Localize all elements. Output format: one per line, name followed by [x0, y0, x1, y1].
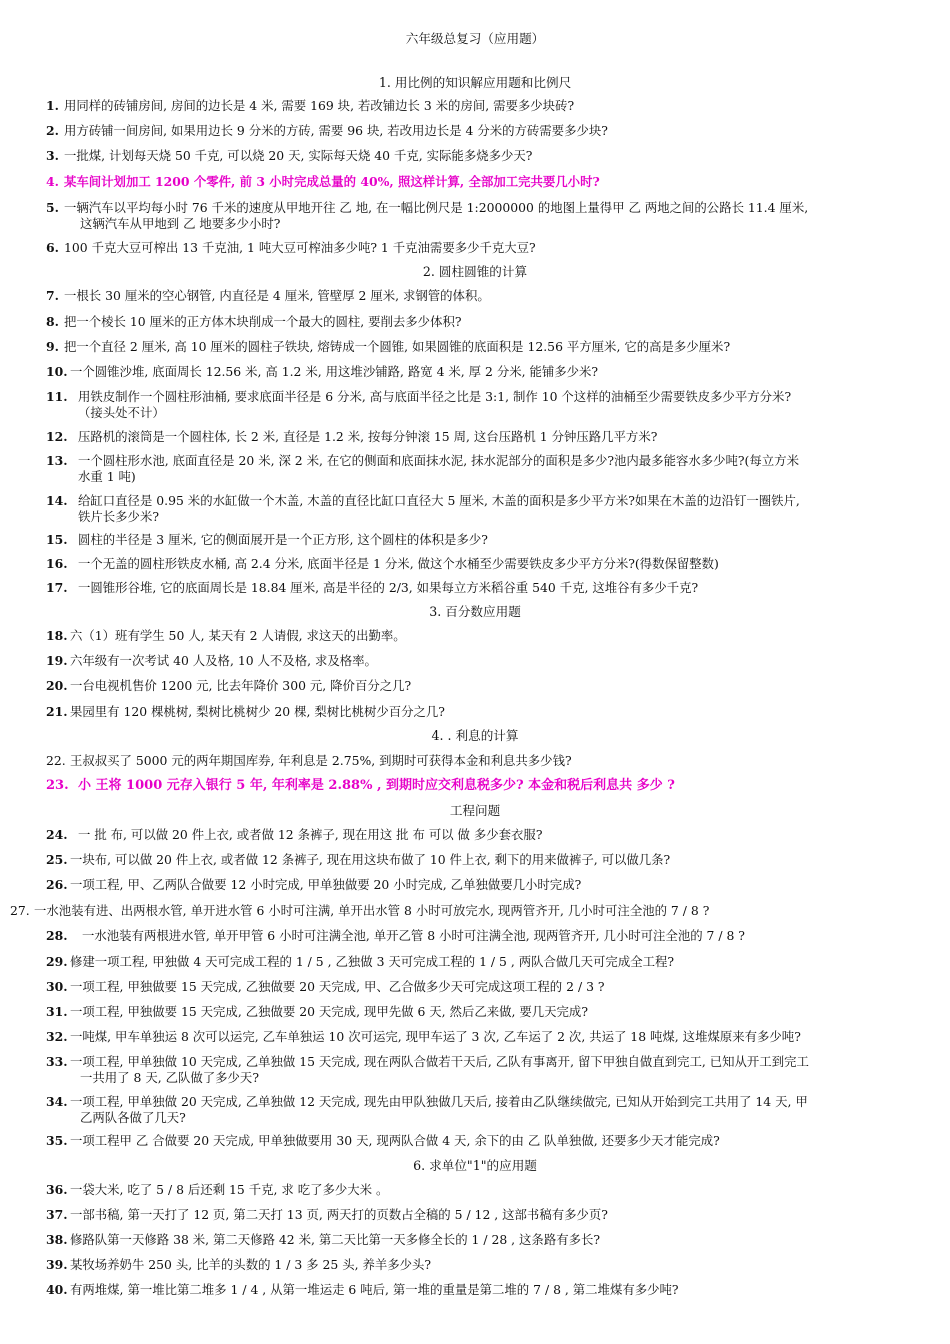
question-text-continued: 铁片长多少米? — [78, 509, 159, 524]
question-number: 31. — [46, 1004, 68, 1019]
question-text: 一袋大米, 吃了 5 / 8 后还剩 15 千克, 求 吃了多少大米 。 — [70, 1182, 389, 1197]
section-heading-engineering: 工程问题 — [449, 803, 501, 818]
question-text: 一台电视机售价 1200 元, 比去年降价 300 元, 降价百分之几? — [70, 678, 412, 693]
question-text: 一块布, 可以做 20 件上衣, 或者做 12 条裤子, 现在用这块布做了 10 件上衣, 剩下的用来做裤子, 可以做几条? — [70, 852, 671, 867]
question-text: 一吨煤, 甲车单独运 8 次可以运完, 乙车单独运 10 次可运完, 现甲车运了 3 次, 乙车运了 2 次, 共运了 18 吨煤, 这堆煤原来有多少吨? — [70, 1029, 801, 1044]
question-text: 100 千克大豆可榨出 13 千克油, 1 吨大豆可榨油多少吨? 1 千克油需要多少千克大豆? — [64, 240, 536, 255]
question-text: 一个圆锥沙堆, 底面周长 12.56 米, 高 1.2 米, 用这堆沙铺路, 路宽 4 米, 厚 2 分米, 能铺多少米? — [70, 364, 599, 379]
question-text: 一个无盖的圆柱形铁皮水桶, 高 2.4 分米, 底面半径是 1 分米, 做这个水桶至少需要铁皮多少平方分米?(得数保留整数) — [78, 556, 719, 571]
question-number: 32. — [46, 1029, 68, 1044]
question-text: 一批煤, 计划每天烧 50 千克, 可以烧 20 天, 实际每天烧 40 千克, 实际能多烧多少天? — [64, 148, 533, 163]
question-number: 33. — [46, 1054, 68, 1069]
question-number: 6. — [46, 240, 59, 255]
question-number: 7. — [46, 288, 59, 303]
question-text: 用铁皮制作一个圆柱形油桶, 要求底面半径是 6 分米, 高与底面半径之比是 3:1, 制作 10 个这样的油桶至少需要铁皮多少平方分米? — [78, 389, 792, 404]
question-number: 35. — [46, 1133, 68, 1148]
question-number: 37. — [46, 1207, 68, 1222]
question-text-continued: （接头处不计） — [78, 405, 165, 420]
question-text: 给缸口直径是 0.95 米的水缸做一个木盖, 木盖的直径比缸口直径大 5 厘米, 木盖的面积是多少平方米?如果在木盖的边沿钉一圈铁片, — [78, 493, 800, 508]
question-text-continued: 水重 1 吨) — [78, 469, 136, 484]
question-number: 14. — [46, 493, 68, 508]
question-number: 25. — [46, 852, 68, 867]
question-text: 王叔叔买了 5000 元的两年期国库券, 年利息是 2.75%, 到期时可获得本金和利息共多少钱? — [70, 753, 572, 768]
question-number: 1. — [46, 98, 59, 113]
question-number: 4. — [46, 174, 59, 189]
question-number: 23. — [46, 778, 69, 793]
question-text: 小 王将 1000 元存入银行 5 年, 年利率是 2.88% , 到期时应交利息税多少? 本金和税后利息共 多少 ? — [78, 778, 675, 793]
question-number: 26. — [46, 877, 68, 892]
question-number: 3. — [46, 148, 59, 163]
question-number: 10. — [46, 364, 68, 379]
question-text: 一项工程, 甲独做要 15 天完成, 乙独做要 20 天完成, 现甲先做 6 天, 然后乙来做, 要几天完成? — [70, 1004, 588, 1019]
question-text: 果园里有 120 棵桃树, 梨树比桃树少 20 棵, 梨树比桃树少百分之几? — [70, 704, 445, 719]
question-number: 17. — [46, 580, 68, 595]
question-text: 一根长 30 厘米的空心钢管, 内直径是 4 厘米, 管壁厚 2 厘米, 求钢管的体积。 — [64, 288, 490, 303]
question-text: 六（1）班有学生 50 人, 某天有 2 人请假, 求这天的出勤率。 — [70, 628, 406, 643]
question-number: 22. — [46, 753, 66, 768]
question-text: 一个圆柱形水池, 底面直径是 20 米, 深 2 米, 在它的侧面和底面抹水泥, 抹水泥部分的面积是多少?池内最多能容水多少吨?(每立方米 — [78, 453, 799, 468]
question-text-continued: 乙两队各做了几天? — [80, 1110, 186, 1125]
question-number: 36. — [46, 1182, 68, 1197]
question-text: 一部书稿, 第一天打了 12 页, 第二天打 13 页, 两天打的页数占全稿的 5 / 12 , 这部书稿有多少页? — [70, 1207, 608, 1222]
question-text: 一项工程, 甲单独做 20 天完成, 乙单独做 12 天完成, 现先由甲队独做几天后, 接着由乙队继续做完, 已知从开始到完工共用了 14 天, 甲 — [70, 1094, 808, 1109]
question-number: 13. — [46, 453, 68, 468]
question-text: 修建一项工程, 甲独做 4 天可完成工程的 1 / 5 , 乙独做 3 天可完成工程的 1 / 5 , 两队合做几天可完成全工程? — [70, 954, 675, 969]
section-heading-interest: 4. . 利息的计算 — [431, 728, 519, 743]
page-title: 六年级总复习（应用题） — [405, 31, 545, 46]
question-text: 圆柱的半径是 3 厘米, 它的侧面展开是一个正方形, 这个圆柱的体积是多少? — [78, 532, 488, 547]
question-number: 20. — [46, 678, 68, 693]
question-text-continued: 这辆汽车从甲地到 乙 地要多少小时? — [80, 216, 281, 231]
question-text: 一水池装有进、出两根水管, 单开进水管 6 小时可注满, 单开出水管 8 小时可放完水, 现两管齐开, 几小时可注全池的 7 / 8 ? — [34, 903, 710, 918]
question-number: 38. — [46, 1232, 68, 1247]
question-number: 21. — [46, 704, 68, 719]
question-number: 39. — [46, 1257, 68, 1272]
question-number: 12. — [46, 429, 68, 444]
question-number: 18. — [46, 628, 68, 643]
question-number: 30. — [46, 979, 68, 994]
question-text: 把一个直径 2 厘米, 高 10 厘米的圆柱子铁块, 熔铸成一个圆锥, 如果圆锥的底面积是 12.56 平方厘米, 它的高是多少厘米? — [64, 339, 731, 354]
question-text: 修路队第一天修路 38 米, 第二天修路 42 米, 第二天比第一天多修全长的 1 / 28 , 这条路有多长? — [70, 1232, 601, 1247]
question-text: 压路机的滚筒是一个圆柱体, 长 2 米, 直径是 1.2 米, 按每分钟滚 15 周, 这台压路机 1 分钟压路几平方米? — [78, 429, 658, 444]
question-text: 一项工程, 甲、乙两队合做要 12 小时完成, 甲单独做要 20 小时完成, 乙单独做要几小时完成? — [70, 877, 582, 892]
question-text: 一项工程, 甲单独做 10 天完成, 乙单独做 15 天完成, 现在两队合做若干天后, 乙队有事离开, 留下甲独自做直到完工, 已知从开工到完工 — [70, 1054, 809, 1069]
question-text: 用方砖铺一间房间, 如果用边长 9 分米的方砖, 需要 96 块, 若改用边长是 4 分米的方砖需要多少块? — [64, 123, 608, 138]
question-number: 5. — [46, 200, 59, 215]
question-text: 某车间计划加工 1200 个零件, 前 3 小时完成总量的 40%, 照这样计算, 全部加工完共要几小时? — [64, 174, 600, 189]
question-number: 34. — [46, 1094, 68, 1109]
question-number: 28. — [46, 928, 68, 943]
question-text: 用同样的砖铺房间, 房间的边长是 4 米, 需要 169 块, 若改铺边长 3 米的房间, 需要多少块砖? — [64, 98, 575, 113]
section-heading-cylinder-cone: 2. 圆柱圆锥的计算 — [422, 264, 528, 279]
question-text: 一圆锥形谷堆, 它的底面周长是 18.84 厘米, 高是半径的 2/3, 如果每立方米稻谷重 540 千克, 这堆谷有多少千克? — [78, 580, 699, 595]
section-heading-percent: 3. 百分数应用题 — [429, 604, 521, 619]
section-heading-proportion: 1. 用比例的知识解应用题和比例尺 — [378, 75, 572, 90]
question-text: 一水池装有两根进水管, 单开甲管 6 小时可注满全池, 单开乙管 8 小时可注满全池, 现两管齐开, 几小时可注全池的 7 / 8 ? — [82, 928, 745, 943]
question-number: 9. — [46, 339, 59, 354]
question-number: 8. — [46, 314, 59, 329]
question-number: 11. — [46, 389, 68, 404]
question-text-continued: 一共用了 8 天, 乙队做了多少天? — [80, 1070, 259, 1085]
question-text: 某牧场养奶牛 250 头, 比羊的头数的 1 / 3 多 25 头, 养羊多少头? — [70, 1257, 432, 1272]
question-number: 15. — [46, 532, 68, 547]
question-number: 27. — [10, 903, 30, 918]
question-text: 一辆汽车以平均每小时 76 千米的速度从甲地开往 乙 地, 在一幅比例尺是 1:2000000 的地图上量得甲 乙 两地之间的公路长 11.4 厘米, — [64, 200, 809, 215]
question-text: 一项工程甲 乙 合做要 20 天完成, 甲单独做要用 30 天, 现两队合做 4 天, 余下的由 乙 队单独做, 还要多少天才能完成? — [70, 1133, 720, 1148]
section-heading-unit-one: 6. 求单位"1"的应用题 — [413, 1158, 537, 1173]
question-text: 一项工程, 甲独做要 15 天完成, 乙独做要 20 天完成, 甲、乙合做多少天可完成这项工程的 2 / 3 ? — [70, 979, 605, 994]
question-text: 六年级有一次考试 40 人及格, 10 人不及格, 求及格率。 — [70, 653, 377, 668]
question-text: 一 批 布, 可以做 20 件上衣, 或者做 12 条裤子, 现在用这 批 布 可以 做 多少套衣服? — [78, 827, 543, 842]
question-number: 16. — [46, 556, 68, 571]
question-number: 24. — [46, 827, 68, 842]
question-number: 29. — [46, 954, 68, 969]
question-number: 2. — [46, 123, 59, 138]
question-number: 40. — [46, 1282, 68, 1297]
question-text: 有两堆煤, 第一堆比第二堆多 1 / 4 , 从第一堆运走 6 吨后, 第一堆的重量是第二堆的 7 / 8 , 第二堆煤有多少吨? — [70, 1282, 679, 1297]
question-number: 19. — [46, 653, 68, 668]
question-text: 把一个棱长 10 厘米的正方体木块削成一个最大的圆柱, 要削去多少体积? — [64, 314, 462, 329]
